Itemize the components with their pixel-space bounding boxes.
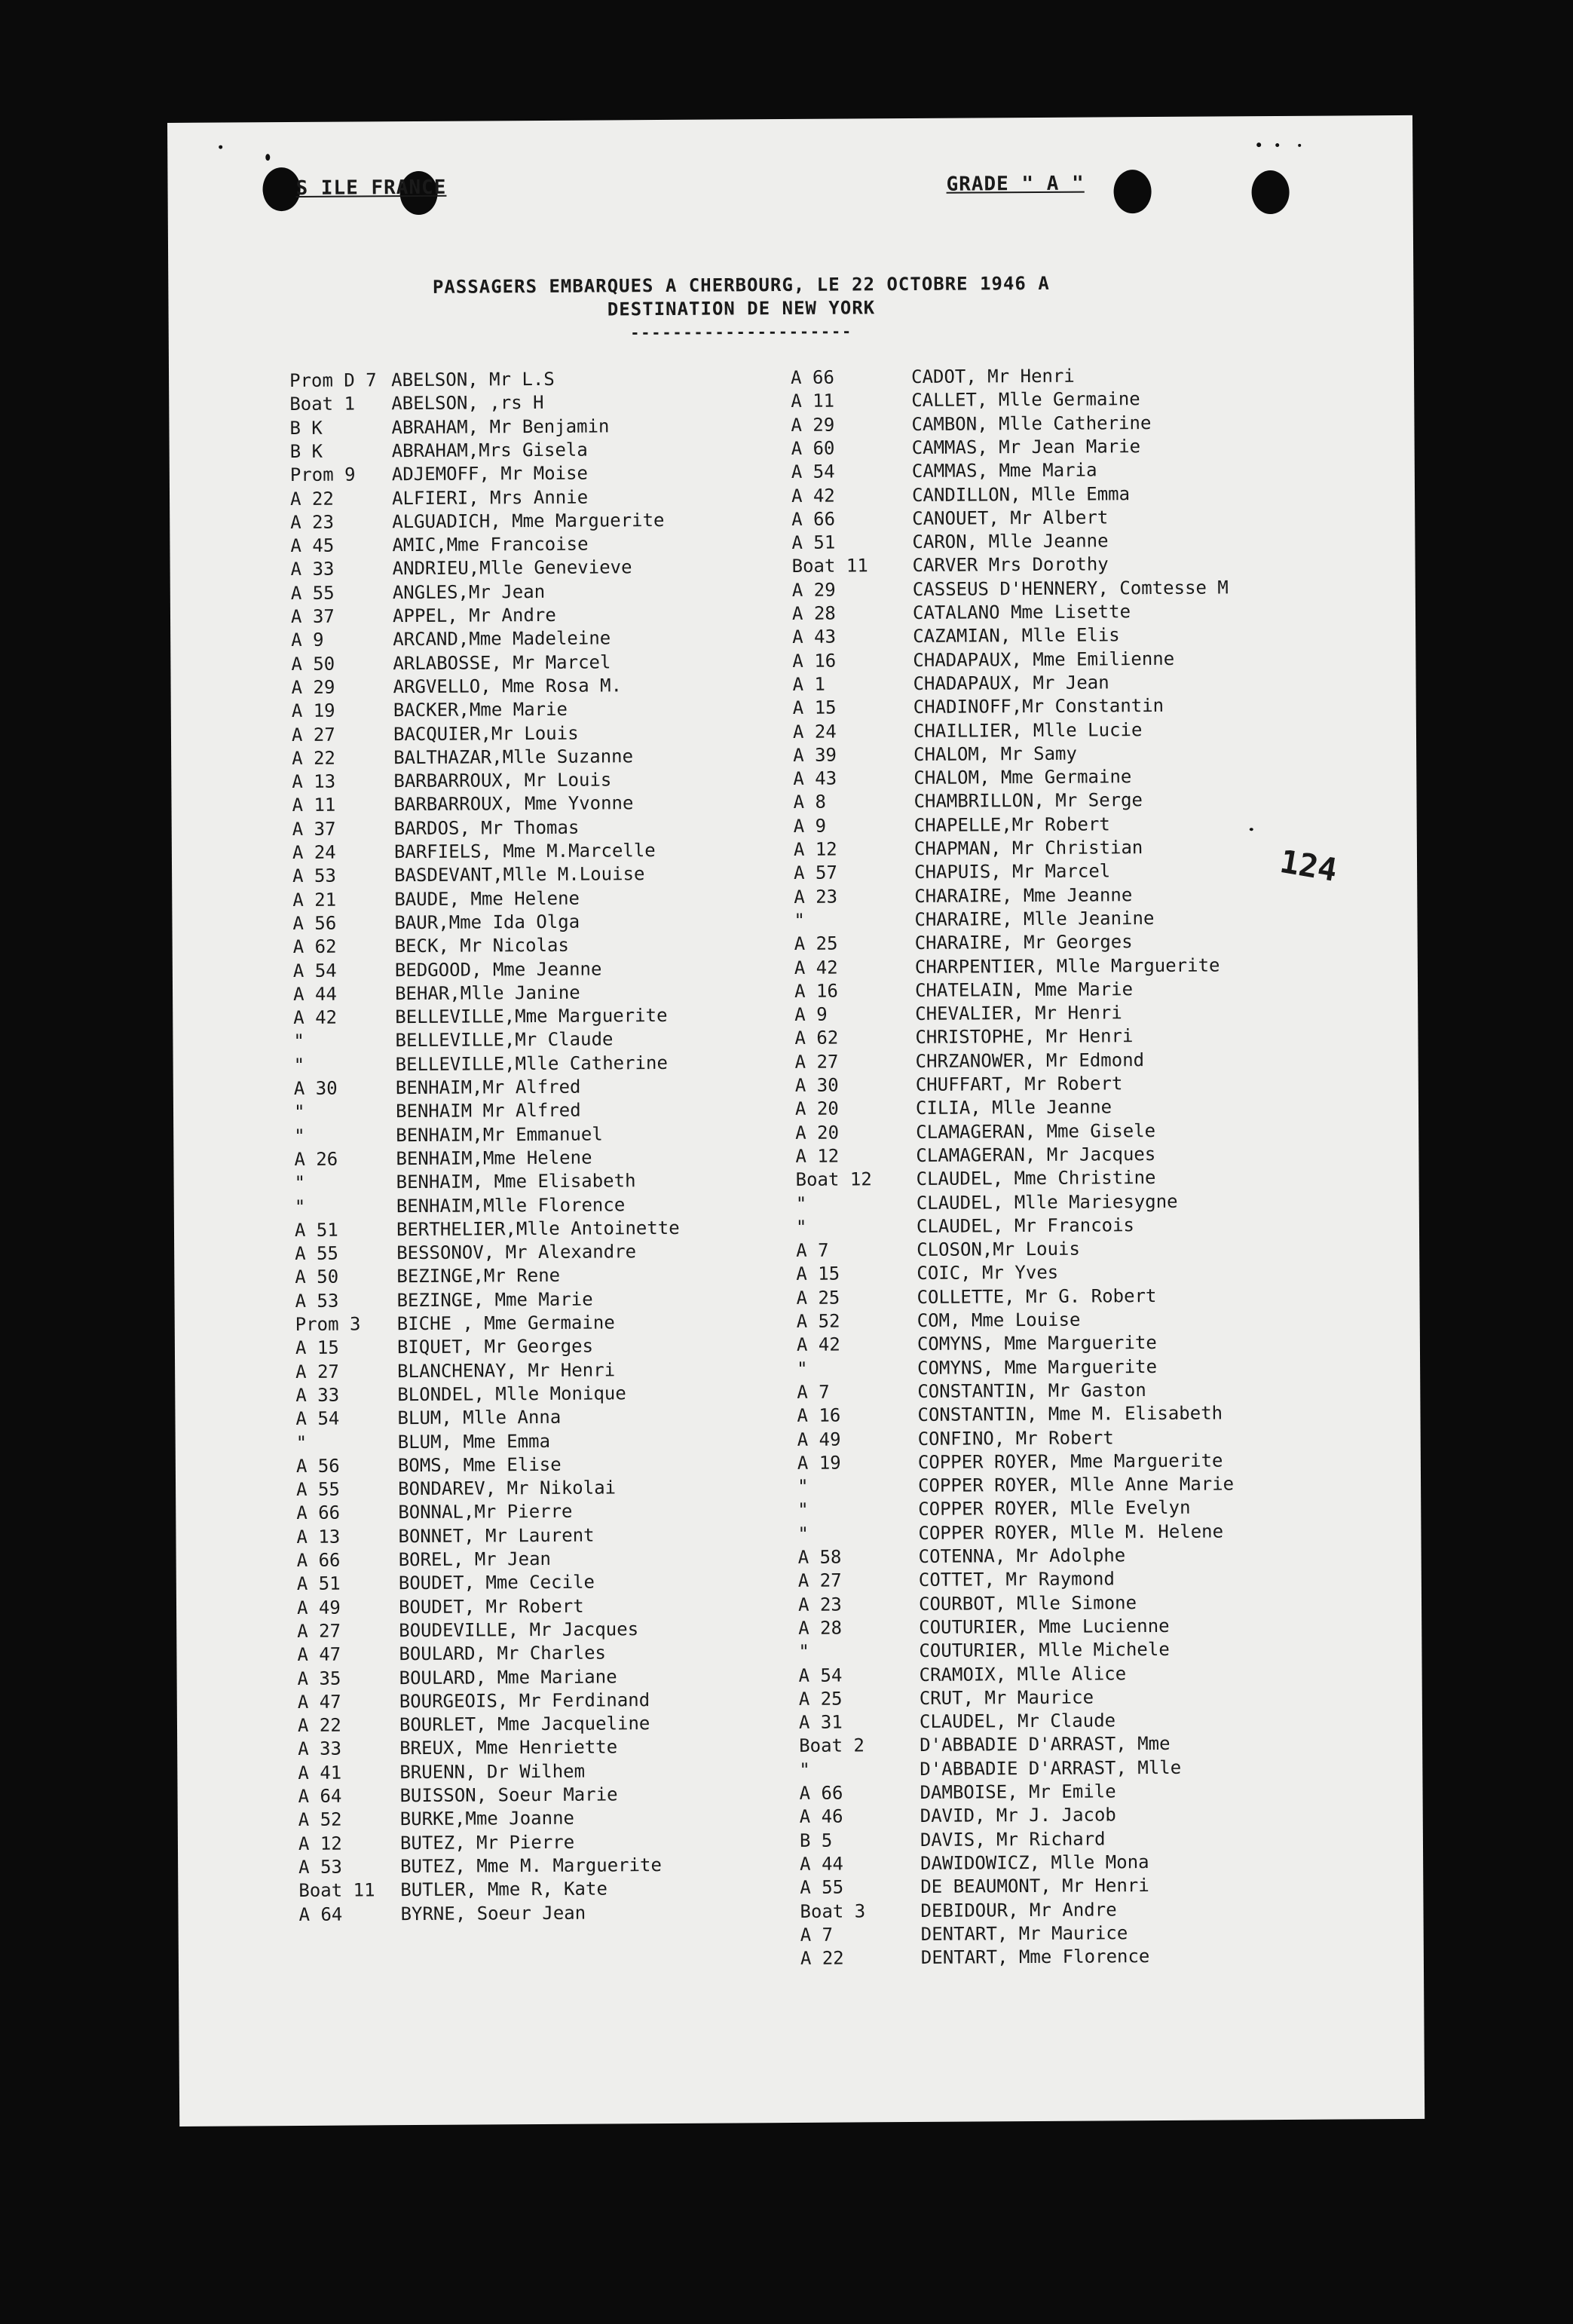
cabin-code: A 27 [297,1620,341,1642]
cabin-code: A 25 [796,1287,840,1309]
cabin-code: A 66 [790,366,834,388]
ink-speck [1275,143,1279,147]
cabin-code: A 15 [295,1337,339,1359]
punch-hole [262,167,300,211]
passenger-name: CLAUDEL, Mme Christine [916,1167,1156,1190]
passenger-name: CLAUDEL, Mr Francois [916,1214,1135,1237]
passenger-name: DE BEAUMONT, Mr Henri [920,1875,1149,1898]
passenger-name: BUTLER, Mme R, Kate [400,1878,607,1901]
cabin-code: A 45 [290,534,335,557]
passenger-name: CHARAIRE, Mlle Jeanine [914,907,1155,930]
cabin-code: A 23 [794,886,838,908]
cabin-code: " [794,909,806,931]
passenger-name: BOUDET, Mme Cecile [398,1571,595,1594]
cabin-code: A 66 [799,1782,843,1804]
passenger-name: BURKE,Mme Joanne [399,1808,575,1830]
cabin-code: A 29 [291,676,335,698]
cabin-code: A 37 [290,605,335,628]
cabin-code: A 20 [794,1098,839,1120]
passenger-name: CALLET, Mlle Germaine [911,388,1140,412]
cabin-code: A 54 [798,1664,843,1686]
cabin-code: A 22 [297,1714,341,1737]
cabin-code: A 12 [795,1145,840,1167]
passenger-name: DAVIS, Mr Richard [920,1828,1106,1851]
cabin-code: A 51 [791,531,836,554]
cabin-code: Prom 3 [295,1313,361,1335]
cabin-code: A 53 [292,865,336,887]
cabin-code: " [795,1193,807,1214]
passenger-name: CHARPENTIER, Mlle Marguerite [914,954,1220,978]
cabin-code: A 24 [792,721,837,743]
passenger-name: COPPER ROYER, Mlle M. Helene [918,1520,1224,1544]
cabin-code: A 44 [292,983,337,1005]
passenger-name: ANGLES,Mr Jean [392,580,546,603]
passenger-name: BOULARD, Mr Charles [399,1642,607,1665]
passenger-name: BEDGOOD, Mme Jeanne [394,958,602,981]
passenger-name: ABELSON, Mr L.S [391,368,555,391]
passenger-name: CHAILLIER, Mlle Lucie [913,718,1143,742]
punch-hole [1113,170,1151,213]
passenger-name: CHADAPAUX, Mme Emilienne [913,648,1175,671]
title-underline: --------------------- [630,322,853,342]
passenger-name: COTENNA, Mr Adolphe [918,1545,1126,1567]
cabin-code: A 23 [290,511,335,533]
passenger-name: DENTART, Mr Maurice [920,1922,1128,1945]
passenger-name: BOUDEVILLE, Mr Jacques [399,1618,639,1642]
passenger-name: ADJEMOFF, Mr Moise [391,462,589,485]
cabin-code: " [293,1030,305,1052]
passenger-name: DENTART, Mme Florence [920,1946,1150,1969]
passenger-name: CHAMBRILLON, Mr Serge [914,789,1143,813]
cabin-code: A 26 [294,1148,338,1170]
passenger-name: DEBIDOUR, Mr Andre [920,1898,1117,1921]
cabin-code: " [797,1523,809,1545]
passenger-name: COPPER ROYER, Mlle Evelyn [918,1497,1191,1520]
passenger-name: BELLEVILLE,Mlle Catherine [395,1052,668,1075]
cabin-code: A 19 [291,700,335,722]
cabin-code: B 5 [799,1829,833,1851]
cabin-code: A 56 [292,912,337,934]
cabin-code: A 55 [295,1242,339,1265]
cabin-code: A 50 [291,653,335,675]
passenger-name: CHAPELLE,Mr Robert [914,813,1110,836]
passenger-name: BENHAIM,Mr Emmanuel [396,1123,603,1146]
cabin-code: A 23 [797,1594,842,1615]
passenger-name: CAMMAS, Mr Jean Marie [911,436,1141,458]
passenger-name: CARVER Mrs Dorothy [912,553,1109,577]
cabin-code: A 20 [795,1122,840,1144]
passenger-name: BAUDE, Mme Helene [394,887,580,910]
passenger-name: COUTURIER, Mlle Michele [919,1639,1170,1662]
handwritten-page-number: 124 [1277,842,1340,889]
cabin-code: A 57 [794,862,837,884]
ink-speck [1256,142,1261,147]
cabin-code: A 55 [290,582,335,604]
passenger-name: BARDOS, Mr Thomas [393,816,580,839]
passenger-name: ARGVELLO, Mme Rosa M. [393,675,623,698]
cabin-code: A 22 [800,1947,844,1970]
cabin-code: A 44 [800,1853,844,1875]
cabin-code: A 54 [295,1407,340,1430]
passenger-name: COUTURIER, Mme Lucienne [919,1615,1170,1638]
cabin-code: A 29 [791,414,835,436]
cabin-code: " [797,1358,808,1379]
cabin-code: A 62 [794,1027,839,1049]
passenger-name: BLANCHENAY, Mr Henri [397,1358,616,1382]
cabin-code: A 64 [298,1903,343,1925]
passenger-name: CHRZANOWER, Mr Edmond [915,1049,1145,1072]
passenger-name: CRUT, Mr Maurice [919,1686,1094,1709]
cabin-code: A 27 [794,1051,839,1073]
cabin-code: A 16 [797,1404,841,1427]
cabin-code: A 11 [292,795,336,816]
passenger-name: CHADINOFF,Mr Constantin [913,695,1164,718]
cabin-code: A 22 [292,747,336,769]
passenger-name: BEHAR,Mlle Janine [394,981,580,1004]
passenger-name: CHARAIRE, Mr Georges [914,931,1133,954]
cabin-code: A 54 [292,960,337,981]
cabin-code: A 58 [797,1546,842,1568]
cabin-code: " [293,1101,305,1123]
passenger-name: BARBARROUX, Mr Louis [393,769,612,792]
passenger-name: BARFIELS, Mme M.Marcelle [393,840,656,863]
passenger-name: COMYNS, Mme Marguerite [917,1355,1158,1379]
cabin-code: A 49 [797,1428,841,1450]
passenger-name: ARLABOSSE, Mr Marcel [393,651,611,674]
cabin-code: A 55 [800,1876,844,1899]
passenger-name: CHATELAIN, Mme Marie [914,978,1134,1001]
passenger-name: ARCAND,Mme Madeleine [393,627,611,651]
cabin-code: " [294,1125,305,1147]
passenger-name: BEZINGE, Mme Marie [396,1288,593,1311]
cabin-code: A 35 [297,1667,341,1689]
ink-speck [1250,828,1253,831]
cabin-code: A 47 [297,1691,341,1713]
cabin-code: Prom 9 [289,464,356,486]
passenger-name: CHAPMAN, Mr Christian [914,837,1143,859]
passenger-name: BALTHAZAR,Mlle Suzanne [393,746,634,768]
cabin-code: " [795,1216,807,1238]
passenger-name: CHADAPAUX, Mr Jean [913,672,1109,694]
ink-speck [219,145,222,149]
cabin-code: A 41 [298,1762,342,1784]
cabin-code: A 33 [295,1384,340,1406]
passenger-name: COTTET, Mr Raymond [918,1568,1115,1591]
passenger-name: APPEL, Mr Andre [392,604,556,627]
passenger-name: BUISSON, Soeur Marie [399,1784,618,1807]
passenger-name: BACQUIER,Mr Louis [393,722,579,745]
cabin-code: A 55 [295,1478,340,1501]
cabin-code: B K [289,440,323,462]
cabin-code: A 8 [793,792,826,813]
passenger-name: COIC, Mr Yves [917,1262,1059,1284]
cabin-code: A 42 [796,1333,840,1356]
passenger-name: BENHAIM,Mme Helene [396,1147,592,1170]
passenger-name: BONNAL,Mr Pierre [398,1501,573,1523]
passenger-name: BERTHELIER,Mlle Antoinette [396,1217,680,1240]
passenger-name: BOULARD, Mme Mariane [399,1665,617,1689]
cabin-code: A 11 [791,390,835,412]
passenger-name: BUTEZ, Mr Pierre [399,1831,575,1854]
passenger-name: BLUM, Mme Emma [397,1430,551,1453]
passenger-name: COLLETTE, Mr G. Robert [917,1284,1157,1308]
cabin-code: A 66 [791,508,836,530]
cabin-code: A 13 [296,1526,341,1548]
passenger-name: CLOSON,Mr Louis [917,1238,1080,1261]
passenger-name: CHALOM, Mr Samy [914,743,1077,765]
cabin-code: " [294,1172,306,1194]
passenger-name: ALFIERI, Mrs Annie [391,486,589,509]
cabin-code: A 15 [796,1263,840,1285]
passenger-name: CASSEUS D'HENNERY, Comtesse M [912,577,1229,600]
passenger-name: ABRAHAM,Mrs Gisela [391,439,588,462]
cabin-code: A 43 [793,767,837,790]
passenger-name: ALGUADICH, Mme Marguerite [392,509,665,532]
cabin-code: A 25 [794,932,838,955]
passenger-name: CANOUET, Mr Albert [912,507,1109,529]
cabin-code: A 33 [290,559,335,580]
passenger-name: BESSONOV, Mr Alexandre [396,1241,637,1264]
passenger-name: CAMBON, Mlle Catherine [911,412,1152,435]
passenger-name: BASDEVANT,Mlle M.Louise [394,863,645,886]
cabin-code: A 9 [793,815,827,837]
passenger-name: D'ABBADIE D'ARRAST, Mlle [920,1756,1182,1780]
cabin-code: A 24 [292,841,336,864]
passenger-name: ANDRIEU,Mlle Genevieve [392,556,632,580]
cabin-code: Boat 1 [289,393,356,415]
passenger-name: CLAUDEL, Mlle Mariesygne [916,1190,1178,1214]
cabin-code: A 52 [298,1808,342,1831]
passenger-name: CONSTANTIN, Mme M. Elisabeth [917,1402,1223,1426]
passenger-name: CLAMAGERAN, Mme Gisele [916,1119,1156,1143]
cabin-code: Prom D 7 [289,369,377,392]
passenger-name: BIQUET, Mr Georges [396,1335,594,1358]
passenger-name: BOREL, Mr Jean [398,1548,552,1571]
passenger-name: CRAMOIX, Mlle Alice [919,1662,1127,1686]
cabin-code: A 62 [292,935,337,958]
passenger-name: D'ABBADIE D'ARRAST, Mme [920,1733,1171,1756]
passenger-name: CLAUDEL, Mr Claude [919,1710,1116,1733]
cabin-code: A 19 [797,1452,841,1474]
cabin-code: A 16 [794,980,838,1002]
cabin-code: A 9 [291,629,324,651]
ship-name: S ILE FRANCE [295,176,447,200]
cabin-code: Boat 12 [795,1168,872,1191]
cabin-code: A 52 [796,1310,840,1332]
passenger-name: BOUDET, Mr Robert [398,1595,584,1618]
passenger-name: BLUM, Mlle Anna [397,1407,562,1429]
passenger-name: CILIA, Mlle Jeanne [915,1096,1112,1119]
cabin-code: A 56 [295,1455,340,1477]
passenger-name: BUTEZ, Mme M. Marguerite [400,1854,662,1878]
document-page [167,115,1425,2127]
passenger-name: DAVID, Mr J. Jacob [920,1804,1116,1827]
document-subtitle: DESTINATION DE NEW YORK [607,297,876,320]
cabin-code: A 50 [295,1266,339,1288]
cabin-code: A 21 [292,889,337,911]
cabin-code: A 27 [295,1361,340,1382]
cabin-code: A 51 [296,1572,341,1595]
cabin-code: A 53 [298,1856,343,1878]
cabin-code: A 53 [295,1290,339,1312]
passenger-name: CHAPUIS, Mr Marcel [914,860,1111,883]
cabin-code: " [797,1499,809,1521]
cabin-code: " [797,1475,809,1498]
cabin-code: " [799,1759,810,1781]
passenger-name: CONSTANTIN, Mr Gaston [917,1379,1146,1402]
cabin-code: A 12 [793,838,837,860]
cabin-code: A 28 [798,1617,843,1639]
cabin-code: Boat 2 [799,1735,865,1757]
grade-label: GRADE " A " [946,172,1085,196]
cabin-code: A 22 [289,488,334,510]
cabin-code: " [293,1054,305,1076]
passenger-name: BRUENN, Dr Wilhem [399,1760,586,1783]
passenger-name: BACKER,Mme Marie [393,698,568,721]
cabin-code: A 31 [798,1711,843,1734]
cabin-code: Boat 3 [800,1900,866,1922]
cabin-code: " [294,1196,306,1217]
passenger-name: ABRAHAM, Mr Benjamin [391,415,610,438]
passenger-name: BAUR,Mme Ida Olga [394,911,580,934]
cabin-code: A 28 [791,602,836,624]
cabin-code: A 66 [296,1502,341,1524]
passenger-name: CATALANO Mme Lisette [912,601,1131,623]
cabin-code: Boat 11 [791,555,868,577]
cabin-code: A 12 [298,1833,342,1854]
passenger-name: CANDILLON, Mlle Emma [911,482,1131,506]
passenger-name: BICHE , Mme Germaine [396,1312,615,1335]
cabin-code: Boat 11 [298,1879,375,1902]
passenger-name: AMIC,Mme Francoise [392,533,589,556]
passenger-name: BOMS, Mme Elise [397,1453,562,1476]
cabin-code: A 7 [796,1239,829,1262]
cabin-code: A 25 [798,1688,843,1710]
passenger-name: BOURLET, Mme Jacqueline [399,1713,650,1736]
cabin-code: A 37 [292,818,336,840]
passenger-name: CAMMAS, Mme Maria [911,459,1097,482]
passenger-name: CHUFFART, Mr Robert [915,1073,1123,1095]
passenger-name: DAWIDOWICZ, Mlle Mona [920,1851,1149,1874]
cabin-code: A 64 [298,1785,342,1807]
cabin-code: A 27 [797,1569,842,1592]
cabin-code: A 7 [797,1381,830,1403]
cabin-code: A 42 [794,957,838,978]
ink-speck [1298,144,1301,147]
cabin-code: A 47 [297,1643,341,1666]
passenger-name: CHALOM, Mme Germaine [914,766,1132,789]
cabin-code: A 51 [294,1219,338,1241]
cabin-code: " [798,1641,809,1663]
passenger-name: BONDAREV, Mr Nikolai [397,1477,617,1500]
passenger-name: COPPER ROYER, Mlle Anne Marie [917,1473,1235,1497]
passenger-name: BENHAIM,Mlle Florence [396,1193,626,1217]
passenger-name: BONNET, Mr Laurent [398,1524,595,1547]
passenger-name: BREUX, Mme Henriette [399,1736,618,1759]
passenger-name: BELLEVILLE,Mme Marguerite [395,1005,668,1028]
passenger-name: DAMBOISE, Mr Emile [920,1781,1116,1803]
cabin-code: A 7 [800,1924,834,1946]
passenger-name: COM, Mme Louise [917,1309,1081,1331]
passenger-name: COURBOT, Mlle Simone [918,1591,1137,1615]
passenger-name: BYRNE, Soeur Jean [400,1902,586,1924]
punch-hole [1251,170,1289,214]
passenger-name: COMYNS, Mme Marguerite [917,1332,1157,1355]
passenger-name: CONFINO, Mr Robert [917,1426,1114,1450]
passenger-name: CHRISTOPHE, Mr Henri [915,1025,1134,1049]
cabin-code: A 33 [298,1738,342,1760]
cabin-code: A 30 [794,1074,839,1096]
cabin-code: A 1 [792,673,826,695]
cabin-code: A 16 [792,650,837,672]
passenger-name: BOURGEOIS, Mr Ferdinand [399,1689,650,1712]
passenger-name: BELLEVILLE,Mr Claude [395,1028,614,1052]
passenger-name: ABELSON, ,rs H [391,392,544,415]
cabin-code: A 42 [293,1006,338,1029]
cabin-code: " [295,1431,308,1453]
passenger-name: CARON, Mlle Jeanne [912,530,1109,553]
passenger-name: CLAMAGERAN, Mr Jacques [916,1143,1156,1166]
passenger-name: COPPER ROYER, Mme Marguerite [917,1450,1223,1473]
cabin-code: A 54 [791,461,835,483]
passenger-name: BENHAIM Mr Alfred [395,1099,581,1122]
passenger-name: BARBARROUX, Mme Yvonne [393,792,634,816]
passenger-name: BLONDEL, Mlle Monique [397,1382,626,1406]
cabin-code: A 15 [792,697,837,719]
cabin-code: A 29 [791,579,836,601]
passenger-name: CADOT, Mr Henri [910,365,1075,387]
passenger-name: BENHAIM, Mme Elisabeth [396,1170,636,1193]
passenger-name: CHARAIRE, Mme Jeanne [914,883,1133,907]
passenger-name: BECK, Mr Nicolas [394,934,569,957]
ink-speck [265,154,270,161]
cabin-code: A 13 [292,770,336,793]
passenger-name: BEZINGE,Mr Rene [396,1265,561,1288]
cabin-code: A 27 [291,724,335,746]
passenger-name: CHEVALIER, Mr Henri [915,1002,1122,1025]
passenger-name: BENHAIM,Mr Alfred [395,1076,581,1099]
cabin-code: A 60 [791,437,835,459]
cabin-code: B K [289,417,323,439]
cabin-code: A 9 [794,1003,828,1026]
document-title: PASSAGERS EMBARQUES A CHERBOURG, LE 22 OCTOBRE 1946 A [432,272,1050,298]
cabin-code: A 42 [791,485,835,507]
passenger-name: CAZAMIAN, Mlle Elis [913,624,1120,648]
cabin-code: A 66 [296,1549,341,1571]
cabin-code: A 30 [293,1077,338,1099]
cabin-code: A 49 [296,1597,341,1618]
cabin-code: A 46 [799,1805,843,1828]
cabin-code: A 43 [792,626,837,648]
cabin-code: A 39 [793,744,837,766]
